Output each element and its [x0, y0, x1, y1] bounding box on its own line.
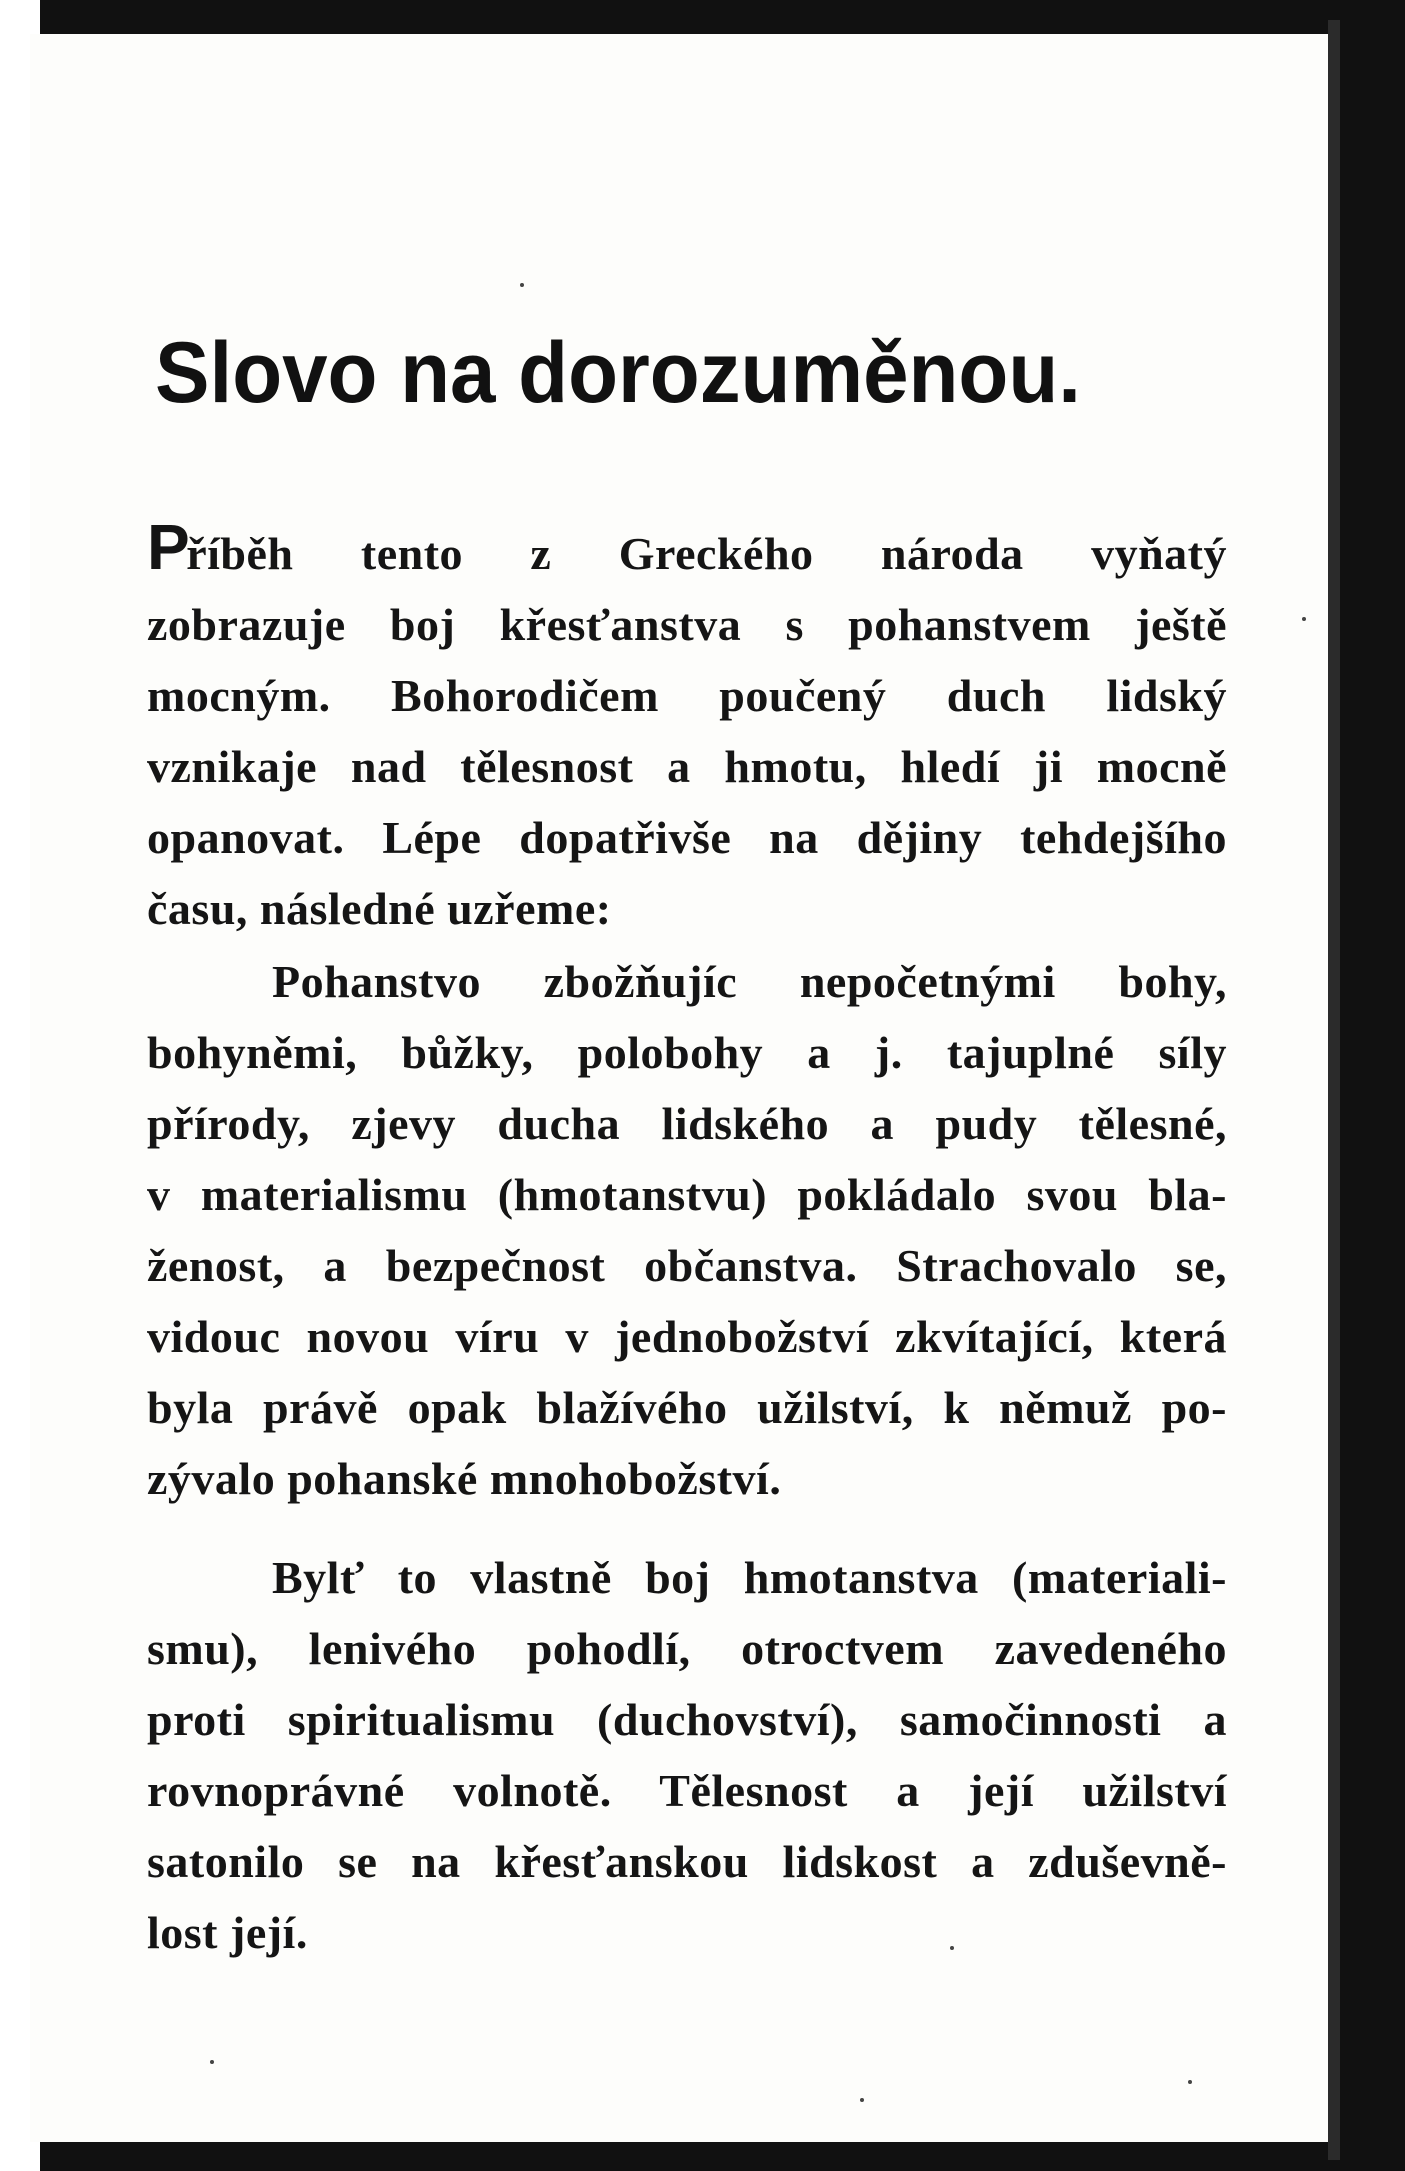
- text-line: rovnoprávné volnotě. Tělesnost a její užilství: [147, 1765, 1227, 1816]
- paragraph-2: [147, 946, 1227, 1514]
- print-speck: [210, 2060, 214, 2064]
- text-line: Bylť to vlastně boj hmotanstva (materiali-: [272, 1552, 1227, 1603]
- print-speck: [520, 283, 524, 287]
- text-line: Pohanstvo zbožňujíc nepočetnými bohy,: [272, 956, 1227, 1007]
- text-line: satonilo se na křesťanskou lidskost a zduševně-: [147, 1836, 1227, 1887]
- drop-cap: P: [147, 511, 191, 583]
- text-line: v materialismu (hmotanstvu) pokládalo svou bla-: [147, 1169, 1227, 1220]
- print-speck: [1188, 2080, 1192, 2084]
- text-line: opanovat. Lépe dopatřivše na dějiny tehdejšího: [147, 812, 1227, 863]
- paragraph-3: [147, 1542, 1227, 1968]
- text-line: lost její.: [147, 1907, 308, 1958]
- text-line: ženost, a bezpečnost občanstva. Strachovalo se,: [147, 1240, 1227, 1291]
- text-line: vidouc novou víru v jednobožství zkvítající, která: [147, 1311, 1227, 1362]
- text-line: smu), lenivého pohodlí, otroctvem zavedeného: [147, 1623, 1227, 1674]
- text-line: byla právě opak blažívého užilství, k němuž po-: [147, 1382, 1227, 1433]
- page-title: Slovo na dorozuměnou.: [155, 325, 1081, 421]
- text-line: zývalo pohanské mnohobožství.: [147, 1453, 782, 1504]
- right-page-edge: [1328, 20, 1340, 2160]
- paragraph-1: [147, 511, 1227, 944]
- text-line: bohyněmi, bůžky, polobohy a j. tajuplné síly: [147, 1027, 1227, 1078]
- print-speck: [950, 1946, 954, 1950]
- text-line: proti spiritualismu (duchovství), samočinnosti a: [147, 1694, 1227, 1745]
- text-line: vznikaje nad tělesnost a hmotu, hledí ji mocně: [147, 741, 1227, 792]
- text-line: mocným. Bohorodičem poučený duch lidský: [147, 670, 1227, 721]
- text-line: zobrazuje boj křesťanstva s pohanstvem ještě: [147, 599, 1227, 650]
- text-line: Příběh tento z Greckého národa vyňatý: [147, 511, 1227, 583]
- print-speck: [1302, 617, 1306, 621]
- text-line: času, následné uzřeme:: [147, 883, 612, 934]
- text-line: přírody, zjevy ducha lidského a pudy tělesné,: [147, 1098, 1227, 1149]
- print-speck: [860, 2098, 864, 2102]
